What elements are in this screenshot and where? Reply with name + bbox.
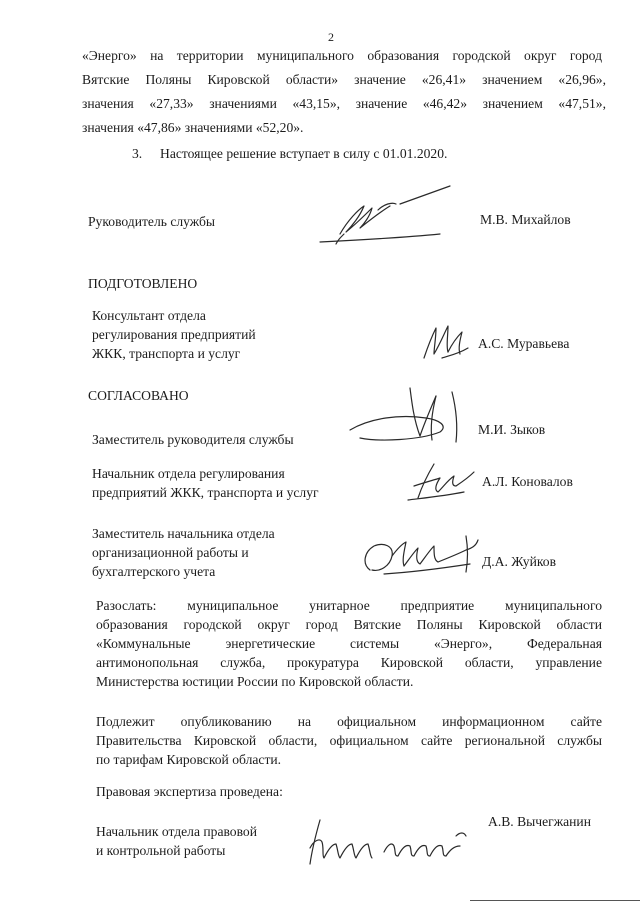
head-title: Руководитель службы (88, 214, 216, 229)
signer-1-signature (340, 384, 470, 452)
legal-review-position-line: и контрольной работы (96, 843, 226, 858)
legal-review-position (96, 822, 257, 860)
signer-1-name: М.И. Зыков (478, 422, 546, 437)
distribution-line: Министерства юстиции России по Кировской области. (96, 674, 414, 689)
prepared-position-line: ЖКК, транспорта и услуг (92, 346, 241, 361)
publication-line: Подлежит опубликованию на официальном информационном сайте (96, 714, 602, 729)
distribution-line: антимонопольная служба, прокуратура Кировской области, управление (96, 655, 602, 670)
intro-line-2: Вятские Поляны Кировской области» значение «26,41» значением «26,96», (82, 72, 606, 87)
head-name: М.В. Михайлов (480, 212, 571, 227)
publication-paragraph (96, 712, 602, 769)
agreed-heading: СОГЛАСОВАНО (88, 388, 189, 403)
distribution-paragraph (96, 596, 602, 691)
prepared-position-line: Консультант отдела (92, 308, 206, 323)
prepared-position (92, 306, 256, 363)
prepared-signature (418, 318, 474, 366)
signer-3-position-line: Заместитель начальника отдела (92, 526, 275, 541)
head-signature (300, 184, 460, 254)
clause-text: Настоящее решение вступает в силу с 01.01.2020. (160, 146, 448, 161)
prepared-heading: ПОДГОТОВЛЕНО (88, 276, 198, 291)
publication-line: по тарифам Кировской области. (96, 752, 282, 767)
distribution-line: «Коммунальные энергетические системы «Энерго», Федеральная (96, 636, 602, 651)
prepared-position-line: регулирования предприятий (92, 327, 256, 342)
intro-line-1: «Энерго» на территории муниципального образования городской округ город (82, 48, 602, 63)
signer-3-position-line: организационной работы и (92, 545, 249, 560)
clause-number: 3. (132, 146, 143, 161)
distribution-line: Разослать: муниципальное унитарное предприятие муниципального (96, 598, 602, 613)
signer-2-position (92, 464, 319, 502)
signer-3-position (92, 524, 275, 581)
distribution-line: образования городской округ город Вятские Поляны Кировской области (96, 617, 602, 632)
legal-review-position-line: Начальник отдела правовой (96, 824, 258, 839)
signer-3-signature (354, 530, 484, 580)
page-number: 2 (328, 30, 334, 44)
signer-2-name: А.Л. Коновалов (482, 474, 573, 489)
legal-review-signature (292, 812, 472, 872)
legal-review-text: Правовая экспертиза проведена: (96, 784, 283, 799)
signer-3-name: Д.А. Жуйков (482, 554, 557, 569)
legal-review-name: А.В. Вычегжанин (488, 814, 591, 829)
signer-2-position-line: Начальник отдела регулирования (92, 466, 285, 481)
intro-line-4: значения «47,86» значениями «52,20». (82, 120, 304, 135)
signer-1-position: Заместитель руководителя службы (92, 432, 294, 447)
signer-3-position-line: бухгалтерского учета (92, 564, 216, 579)
signer-2-signature (404, 456, 478, 506)
publication-line: Правительства Кировской области, официальном сайте региональной службы (96, 733, 602, 748)
prepared-name: А.С. Муравьева (478, 336, 570, 351)
scan-edge-line (470, 900, 640, 901)
signer-2-position-line: предприятий ЖКК, транспорта и услуг (92, 485, 319, 500)
intro-line-3: значения «27,33» значениями «43,15», значение «46,42» значением «47,51», (82, 96, 606, 111)
